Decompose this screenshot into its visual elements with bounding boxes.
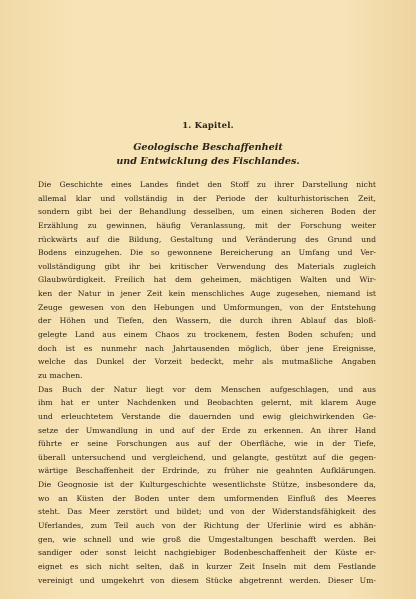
text-line: vollständigung gibt ihr bei kritischer Verwendung des Materials zugleich <box>38 261 376 271</box>
text-line: gelegte Land aus einem Chaos zu trockenem, festen Boden schufen; und <box>38 330 376 340</box>
text-line: allemal klar und vollständig in der Periode der kulturhistorischen Zeit, <box>38 193 376 203</box>
chapter-title-line-1: Geologische Beschaffenheit <box>133 142 283 153</box>
text-line: rückwärts auf die Bildung, Gestaltung und Veränderung des Grund und <box>38 234 376 244</box>
chapter-heading: 1. Kapitel. <box>182 121 234 131</box>
body-text <box>38 178 376 587</box>
chapter-title <box>0 141 416 169</box>
text-line: welche das Dunkel der Vorzeit bedeckt, mehr als mutmaßliche Angaben <box>38 357 376 367</box>
text-line: Zeuge gewesen von den Hebungen und Umformungen, von der Entstehung <box>38 302 376 312</box>
text-line: wärtige Beschaffenheit der Erdrinde, zu früher nie geahnten Aufklärungen. <box>38 466 376 476</box>
text-line: gen, wie schnell und wie groß die Umgestaltungen beschafft werden. Bei <box>38 534 376 544</box>
text-line: zu machen. <box>38 370 83 380</box>
text-line: Die Geognosie ist der Kulturgeschichte wesentlichste Stütze, insbesondere da, <box>38 480 376 490</box>
text-line: Glaubwürdigkeit. Freilich hat dem geheimen, mächtigen Walten und Wir- <box>38 275 376 285</box>
text-line: vereinigt und umgekehrt von diesem Stücke abgetrennt werden. Dieser Um- <box>38 575 376 585</box>
text-line: doch ist es nunmehr nach Jahrtausenden möglich, über jene Ereignisse, <box>38 343 376 353</box>
text-line: wo an Küsten der Boden unter dem umformenden Einfluß des Meeres <box>38 493 376 503</box>
text-line: Das Buch der Natur liegt vor dem Menschen aufgeschlagen, und aus <box>38 384 376 394</box>
chapter-title-line-2: und Entwicklung des Fischlandes. <box>116 156 300 167</box>
text-line: führte er seine Forschungen aus auf der Oberfläche, wie in der Tiefe, <box>38 439 376 449</box>
text-line: setze der Umwandlung in und auf der Erde zu erkennen. An ihrer Hand <box>38 425 376 435</box>
text-line: ken der Natur in jener Zeit kein menschliches Auge zugesehen, niemand ist <box>38 289 376 299</box>
text-line: sandiger oder sonst leicht nachgiebiger Bodenbeschaffenheit der Küste er- <box>38 548 376 558</box>
text-line: der Höhen und Tiefen, den Wassern, die durch ihren Ablauf das bloß- <box>38 316 376 326</box>
text-line: sondern gibt bei der Behandlung desselben, um einen sicheren Boden der <box>38 207 376 217</box>
text-line: ihm hat er unter Nachdenken und Beobachten gelernt, mit klarem Auge <box>38 398 376 408</box>
text-line: überall untersuchend und vergleichend, und gelangte, gestützt auf die gegen- <box>38 452 376 462</box>
text-line: steht. Das Meer zerstört und bildet; und von der Widerstandsfähigkeit des <box>38 507 376 517</box>
text-line: Erzählung zu gewinnen, häufig Veranlassung, mit der Forschung weiter <box>38 220 376 230</box>
text-line: und erleuchtetem Verstande die dauernden und ewig gleichwirkenden Ge- <box>38 411 376 421</box>
text-line: eignet es sich nicht selten, daß in kurzer Zeit Inseln mit dem Festlande <box>38 561 376 571</box>
text-line: Die Geschichte eines Landes findet den Stoff zu ihrer Darstellung nicht <box>38 180 376 189</box>
text-line: Bodens einzugehen. Die so gewonnene Bereicherung an Umfang und Ver- <box>38 248 376 258</box>
text-line: Uferlandes, zum Teil auch von der Richtung der Uferlinie wird es abhän- <box>38 521 376 531</box>
